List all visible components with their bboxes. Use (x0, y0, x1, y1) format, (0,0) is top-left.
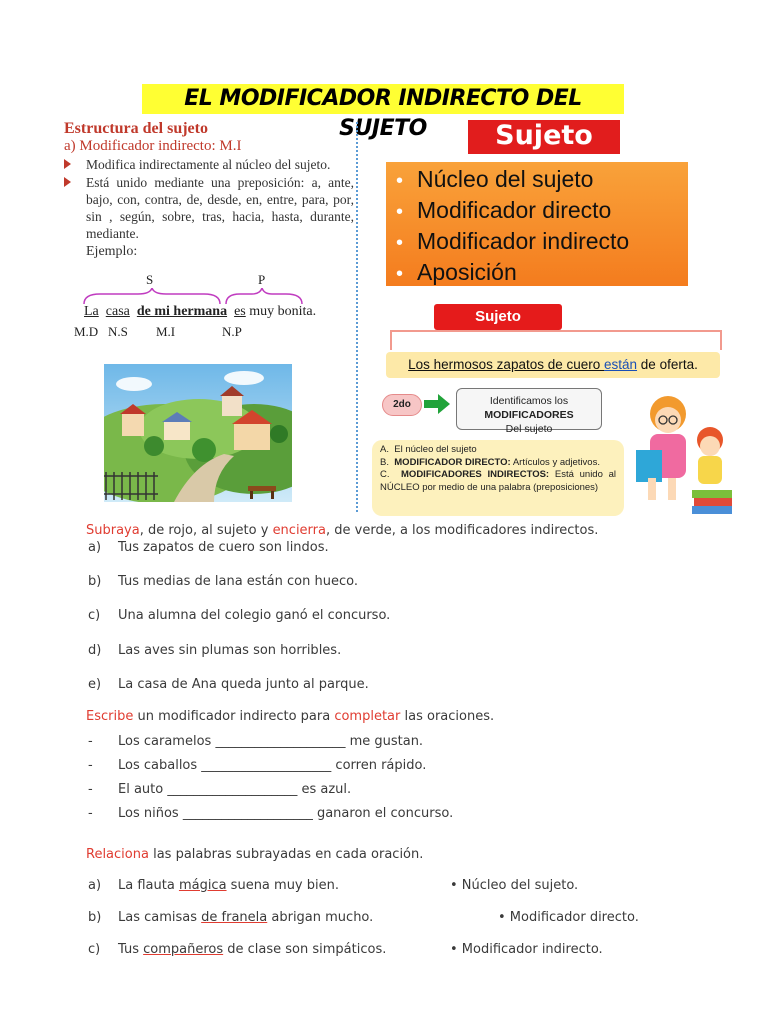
diagram-bracket (390, 330, 722, 350)
exercise1-instructions: Subraya, de rojo, al sujeto y encierra, de verde, a los modificadores indirectos. (86, 523, 599, 538)
bullet-text: Está unido mediante una preposición: a, ante, bajo, con, contra, de, desde, en, entre, para, por, sin , según, sobre, tras, hacia, hasta, durante, mediante. (86, 175, 354, 241)
ident-text: Identificamos los (489, 395, 569, 407)
blank-line[interactable]: ____________________ (182, 806, 313, 821)
exercise-item: e) La casa de Ana queda junto al parque. (88, 677, 369, 692)
blank-line[interactable]: ____________________ (201, 758, 332, 773)
example-sentence (84, 304, 316, 320)
sentence-subject: Los hermosos zapatos de cuero (408, 357, 605, 372)
structure-subheading: a) Modificador indirecto: M.I (64, 138, 242, 154)
exercise-item: c) Una alumna del colegio ganó el concurso. (88, 608, 391, 623)
exercise-item: d) Las aves sin plumas son horribles. (88, 643, 342, 658)
exercise-item: a) Tus zapatos de cuero son lindos. (88, 540, 329, 555)
sentence-verb: están (604, 357, 638, 372)
word-es: es (234, 304, 246, 319)
grade-badge: 2do (382, 394, 422, 416)
fill-blank-item: - Los niños ____________________ ganaron el concurso. (88, 806, 454, 821)
sujeto-title: Sujeto (468, 120, 620, 154)
bullet-text: Modifica indirectamente al núcleo del sujeto. (86, 157, 331, 172)
word-casa: casa (105, 304, 130, 319)
bullet-dot-icon: • (396, 263, 404, 285)
tag-np: N.P (222, 324, 242, 339)
fill-blank-item: - Los caballos ____________________ corren rápido. (88, 758, 427, 773)
definitions-box (372, 440, 624, 516)
kids-reading-illustration (634, 394, 738, 518)
bullet-item (64, 174, 354, 242)
exercise3-instructions: Relaciona las palabras subrayadas en cada oración. (86, 847, 424, 862)
triangle-bullet-icon (64, 177, 71, 187)
word-la: La (84, 304, 99, 319)
underlined-word: de franela (201, 910, 268, 925)
sujeto-label: Sujeto (434, 304, 562, 330)
sentence-predicate: de oferta. (637, 357, 698, 372)
match-item: c) Tus compañeros de clase son simpáticos. (88, 942, 387, 957)
match-option[interactable]: • Modificador directo. (498, 910, 639, 925)
definition-item: B. MODIFICADOR DIRECTO: Artículos y adjetivos. (380, 456, 600, 468)
page-title: EL MODIFICADOR INDIRECTO DEL SUJETO (142, 84, 624, 114)
match-item: a) La flauta mágica suena muy bien. (88, 878, 339, 893)
exercise2-instructions: Escribe un modificador indirecto para completar las oraciones. (86, 709, 495, 724)
arrow-right-icon (424, 394, 450, 414)
town-illustration (104, 364, 292, 502)
p-label: P (258, 272, 266, 287)
example-label: Ejemplo: (86, 244, 138, 259)
triangle-bullet-icon (64, 159, 71, 169)
word-de-mi-hermana: de mi hermana (136, 304, 228, 319)
ident-line2: Del sujeto (505, 423, 553, 435)
blank-line[interactable]: ____________________ (167, 782, 298, 797)
bullet-dot-icon: • (396, 201, 404, 223)
structure-heading: Estructura del sujeto (64, 120, 208, 137)
definition-item: C. MODIFICADORES INDIRECTOS: Está unido al NÚCLEO por medio de una palabra (preposiciones) (380, 469, 617, 493)
ident-bold: MODIFICADORES (484, 409, 574, 421)
bullet-dot-icon: • (396, 170, 404, 192)
match-item: b) Las camisas de franela abrigan mucho. (88, 910, 374, 925)
example-sentence-box (386, 352, 720, 378)
list-item: • Aposición (396, 259, 517, 285)
match-option[interactable]: • Núcleo del sujeto. (450, 878, 579, 893)
underlined-word: mágica (178, 878, 227, 893)
column-divider (356, 122, 358, 512)
word-muy-bonita: muy bonita. (249, 304, 317, 319)
fill-blank-item: - Los caramelos ____________________ me gustan. (88, 734, 424, 749)
blank-line[interactable]: ____________________ (215, 734, 346, 749)
subject-parts-box (386, 162, 688, 286)
tag-mi: M.I (156, 324, 176, 339)
tag-ns: N.S (108, 324, 128, 339)
identify-box (456, 388, 602, 435)
list-item: • Modificador indirecto (396, 228, 630, 254)
exercise-item: b) Tus medias de lana están con hueco. (88, 574, 358, 589)
definition-item: A. El núcleo del sujeto (380, 444, 477, 455)
list-item: • Núcleo del sujeto (396, 166, 594, 192)
tag-md: M.D (74, 324, 99, 339)
fill-blank-item: - El auto ____________________ es azul. (88, 782, 352, 797)
list-item: • Modificador directo (396, 197, 612, 223)
match-option[interactable]: • Modificador indirecto. (450, 942, 603, 957)
s-label: S (146, 272, 154, 287)
bullet-item (64, 156, 332, 173)
bullet-dot-icon: • (396, 232, 404, 254)
underlined-word: compañeros (143, 942, 224, 957)
